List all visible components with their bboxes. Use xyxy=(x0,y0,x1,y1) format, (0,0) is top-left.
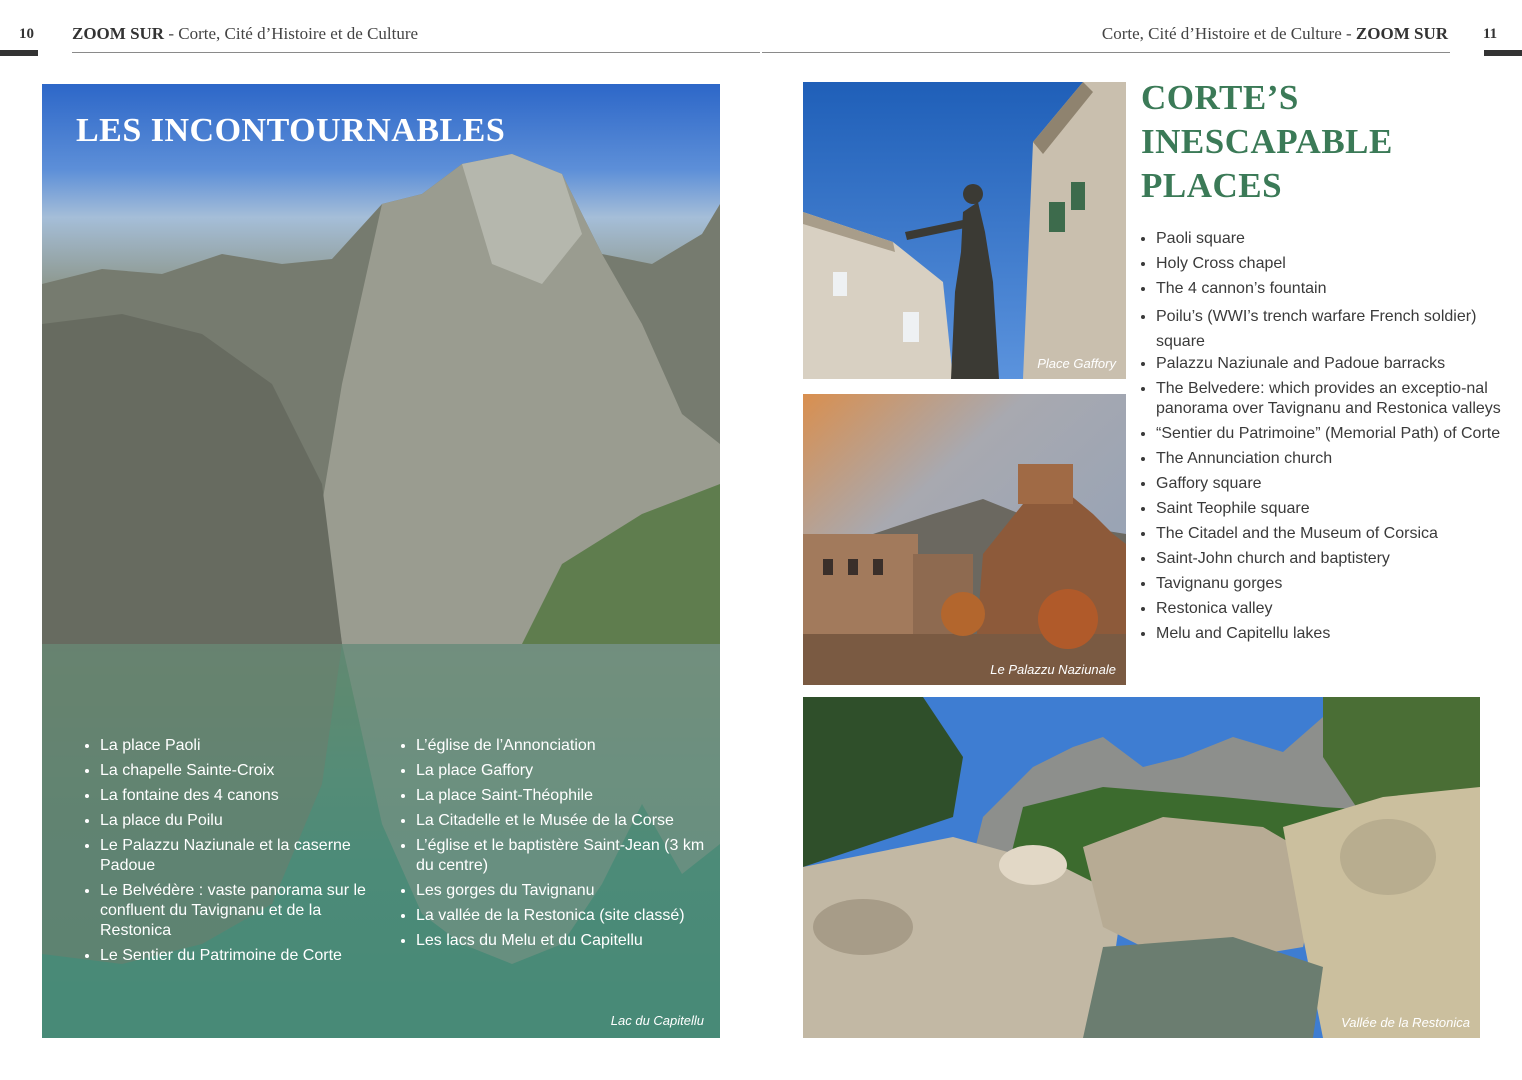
title-line: PLACES xyxy=(1141,166,1283,205)
citadel-town-illustration xyxy=(803,394,1126,685)
lac-du-capitellu-photo xyxy=(42,84,720,1038)
photo-caption: Le Palazzu Naziunale xyxy=(990,662,1116,677)
list-item: • The Annunciation church xyxy=(1156,449,1502,469)
vallee-restonica-photo xyxy=(803,697,1480,1038)
places-list-fr-col2 xyxy=(396,736,716,956)
photo-caption: Place Gaffory xyxy=(1037,356,1116,371)
list-item: • La Citadelle et le Musée de la Corse xyxy=(416,811,716,831)
list-item: • Le Palazzu Naziunale et la caserne Padoue xyxy=(100,836,382,876)
river-valley-illustration xyxy=(803,697,1480,1038)
list-item: • Restonica valley xyxy=(1156,599,1502,619)
photo-caption: Lac du Capitellu xyxy=(610,1013,704,1028)
list-item: • La place Paoli xyxy=(100,736,382,756)
running-title: Corte, Cité d’Histoire et de Culture - xyxy=(1101,24,1356,43)
statue-square-illustration xyxy=(803,82,1126,379)
list-item: • La place Saint-Théophile xyxy=(416,786,716,806)
running-header-right xyxy=(1102,24,1448,44)
list-item: • Saint-John church and baptistery xyxy=(1156,549,1502,569)
list-item: • Saint Teophile square xyxy=(1156,499,1502,519)
right-page-title xyxy=(1141,76,1393,208)
places-list-en xyxy=(1141,229,1502,649)
list-item: • Tavignanu gorges xyxy=(1156,574,1502,594)
running-header-left xyxy=(72,24,418,44)
list-item: • Le Sentier du Patrimoine de Corte xyxy=(100,946,382,966)
palazzu-naziunale-photo xyxy=(803,394,1126,685)
list-item: • The Citadel and the Museum of Corsica xyxy=(1156,524,1502,544)
place-gaffory-photo xyxy=(803,82,1126,379)
list-item: • La place Gaffory xyxy=(416,761,716,781)
list-item: • La vallée de la Restonica (site classé) xyxy=(416,906,716,926)
list-item: • La fontaine des 4 canons xyxy=(100,786,382,806)
list-item: • Les gorges du Tavignanu xyxy=(416,881,716,901)
list-item: • L’église de l’Annonciation xyxy=(416,736,716,756)
list-item: • La chapelle Sainte-Croix xyxy=(100,761,382,781)
title-line: INESCAPABLE xyxy=(1141,122,1393,161)
list-item: • Poilu’s (WWI’s trench warfare French soldier) square xyxy=(1156,304,1502,354)
list-item: • The Belvedere: which provides an exceptio-nal panorama over Tavignanu and Restonica valleys xyxy=(1156,379,1502,419)
left-page-title: LES INCONTOURNABLES xyxy=(76,112,506,149)
title-line: CORTE’S xyxy=(1141,78,1299,117)
list-item: • La place du Poilu xyxy=(100,811,382,831)
list-item: • L’église et le baptistère Saint-Jean (3 km du centre) xyxy=(416,836,716,876)
section-label: ZOOM SUR xyxy=(72,24,165,43)
list-item: • Holy Cross chapel xyxy=(1156,254,1502,274)
photo-caption: Vallée de la Restonica xyxy=(1341,1015,1470,1030)
page-number-bar-left xyxy=(0,50,38,56)
page-number-right: 11 xyxy=(1483,26,1498,42)
places-list-fr-col1 xyxy=(80,736,382,971)
list-item: • Paoli square xyxy=(1156,229,1502,249)
list-item: • Gaffory square xyxy=(1156,474,1502,494)
list-item: • Melu and Capitellu lakes xyxy=(1156,624,1502,644)
list-item: • The 4 cannon’s fountain xyxy=(1156,279,1502,299)
list-item: • Le Belvédère : vaste panorama sur le confluent du Tavignanu et de la Restonica xyxy=(100,881,382,941)
list-item: • “Sentier du Patrimoine” (Memorial Path) of Corte xyxy=(1156,424,1502,444)
list-item: • Palazzu Naziunale and Padoue barracks xyxy=(1156,354,1502,374)
page-number-bar-right xyxy=(1484,50,1522,56)
header-rule-left xyxy=(72,52,760,53)
page-number-left: 10 xyxy=(19,26,34,42)
header-rule-right xyxy=(762,52,1450,53)
running-title: - Corte, Cité d’Histoire et de Culture xyxy=(164,24,419,43)
section-label: ZOOM SUR xyxy=(1355,24,1448,43)
list-item: • Les lacs du Melu et du Capitellu xyxy=(416,931,716,951)
